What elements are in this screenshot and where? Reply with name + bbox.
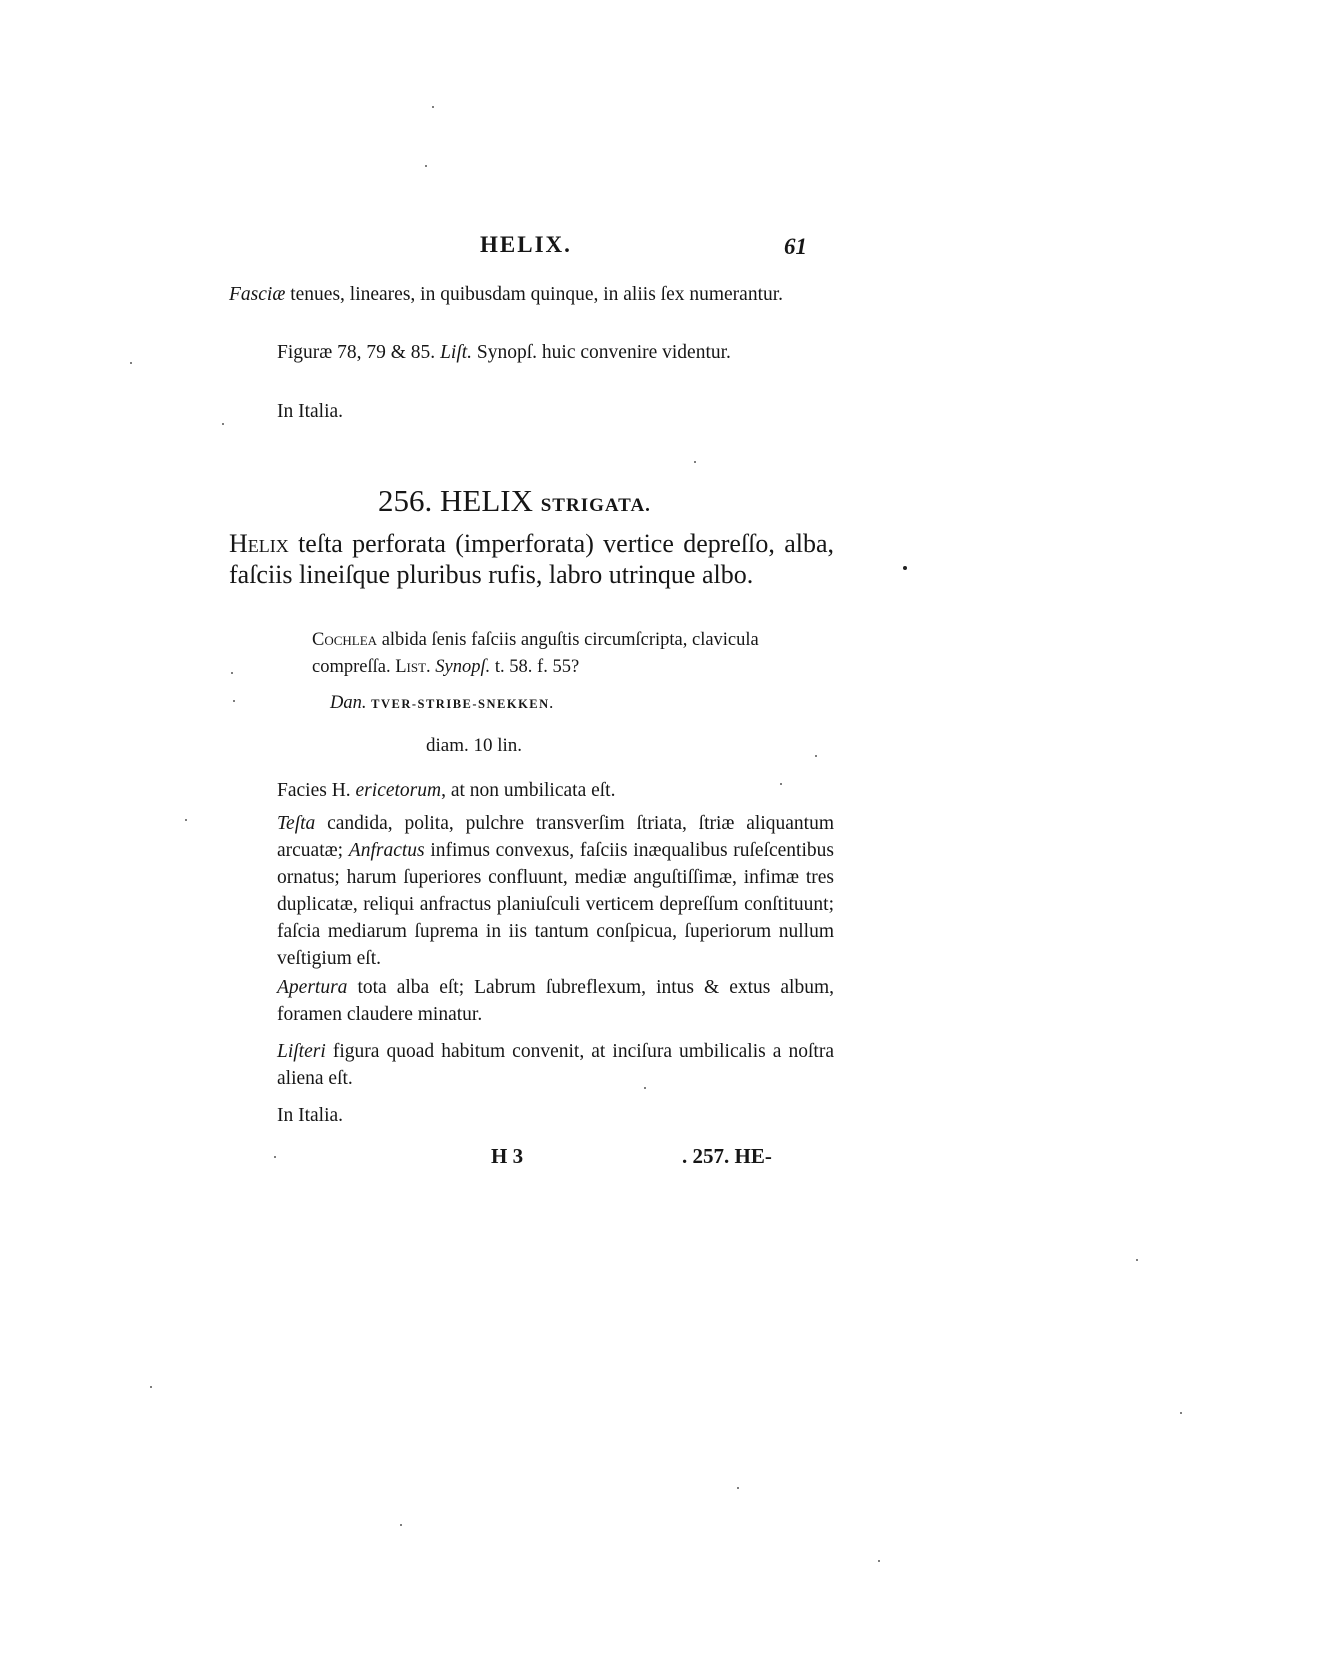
anfractus-italic: Anfractus bbox=[348, 840, 425, 861]
scan-speck bbox=[150, 1386, 152, 1388]
apertura-paragraph bbox=[229, 974, 834, 1028]
scan-speck bbox=[233, 700, 235, 702]
entry-genus: HELIX bbox=[440, 483, 533, 518]
previous-entry-fasciae-paragraph bbox=[229, 281, 834, 308]
facies-text-b: , at non umbilicata eſt. bbox=[441, 780, 616, 801]
listeri-paragraph bbox=[229, 1038, 834, 1092]
diagnosis-genus: Helix bbox=[229, 529, 289, 558]
running-head: HELIX. bbox=[480, 232, 572, 257]
scan-speck bbox=[432, 106, 434, 108]
entry-synonym bbox=[312, 627, 835, 681]
synonym-work: Synopſ. bbox=[430, 657, 491, 677]
fasciae-italic: Fasciæ bbox=[229, 284, 286, 305]
scan-speck bbox=[231, 672, 233, 674]
scan-speck bbox=[185, 819, 187, 821]
scan-speck bbox=[425, 165, 427, 167]
scan-speck bbox=[737, 1487, 739, 1489]
diameter: diam. 10 lin. bbox=[426, 735, 523, 756]
listeri-italic: Liſteri bbox=[277, 1041, 326, 1062]
figures-text-a: Figuræ 78, 79 & 85. bbox=[277, 342, 441, 363]
fasciae-text: tenues, lineares, in quibusdam quinque, in aliis ſex numerantur. bbox=[285, 284, 784, 305]
synonym-author: List. bbox=[395, 657, 431, 677]
diagnosis-text: teſta perforata (imperforata) vertice depreſſo, alba, faſciis lineiſque pluribus rufis, labro utrinque albo. bbox=[229, 529, 834, 589]
scan-speck bbox=[274, 1156, 276, 1158]
danish-label: Dan. bbox=[330, 693, 367, 713]
figures-text-b: Synopſ. huic convenire videntur. bbox=[472, 342, 731, 363]
catchword: . 257. HE- bbox=[682, 1144, 772, 1168]
scan-speck bbox=[644, 1087, 646, 1089]
testa-italic: Teſta bbox=[277, 813, 316, 834]
signature-mark: H 3 bbox=[491, 1144, 524, 1168]
previous-entry-locality: In Italia. bbox=[277, 401, 344, 422]
danish-name: TVER-STRIBE-SNEKKEN. bbox=[371, 697, 555, 711]
facies-text-a: Facies H. bbox=[277, 780, 356, 801]
scan-speck bbox=[780, 783, 782, 785]
scan-speck bbox=[815, 755, 817, 757]
scan-speck bbox=[878, 1560, 880, 1562]
danish-name-line bbox=[330, 693, 554, 714]
previous-entry-figures-paragraph bbox=[229, 339, 834, 366]
entry-number: 256. bbox=[378, 483, 433, 518]
scan-speck bbox=[694, 461, 696, 463]
scan-speck bbox=[130, 362, 132, 364]
entry-title bbox=[378, 483, 651, 519]
testa-text-a: candida, polita, pulchre transverſim ſtriata, ſtriæ aliquantum arcuatæ; bbox=[277, 813, 834, 861]
entry-diagnosis bbox=[229, 528, 834, 590]
entry-species: STRIGATA. bbox=[540, 495, 651, 516]
facies-italic: ericetorum bbox=[355, 780, 442, 801]
synonym-genus: Cochlea bbox=[312, 630, 378, 650]
page-number: 61 bbox=[784, 234, 807, 259]
testa-text-b: infimus convexus, faſciis inæqualibus ruſeſcentibus ornatus; harum ſuperiores confluunt, mediæ anguſtiſſimæ, infimæ tres duplicatæ, reliqui anfractus planiuſculi verticem depreſſum conſtituunt; faſcia mediarum ſuprema in iis tantum conſpicua, ſuperiorum nullum veſtigium eſt. bbox=[277, 840, 834, 969]
scan-speck bbox=[222, 423, 224, 425]
apertura-text: tota alba eſt; Labrum ſubreflexum, intus & extus album, foramen claudere minatur. bbox=[277, 977, 834, 1025]
synonym-text: albida ſenis faſciis anguſtis circumſcripta, clavicula compreſſa. bbox=[312, 630, 759, 677]
testa-paragraph bbox=[229, 810, 834, 972]
entry-locality: In Italia. bbox=[277, 1105, 344, 1126]
scan-speck bbox=[903, 566, 907, 570]
synonym-reference: t. 58. f. 55? bbox=[490, 657, 580, 677]
figures-lister-italic: Liſt. bbox=[440, 342, 473, 363]
apertura-italic: Apertura bbox=[277, 977, 348, 998]
scan-speck bbox=[400, 1524, 402, 1526]
listeri-text: figura quoad habitum convenit, at inciſura umbilicalis a noſtra aliena eſt. bbox=[277, 1041, 834, 1089]
scan-speck bbox=[1136, 1259, 1138, 1261]
facies-paragraph bbox=[229, 777, 834, 804]
scan-speck bbox=[1180, 1412, 1182, 1414]
